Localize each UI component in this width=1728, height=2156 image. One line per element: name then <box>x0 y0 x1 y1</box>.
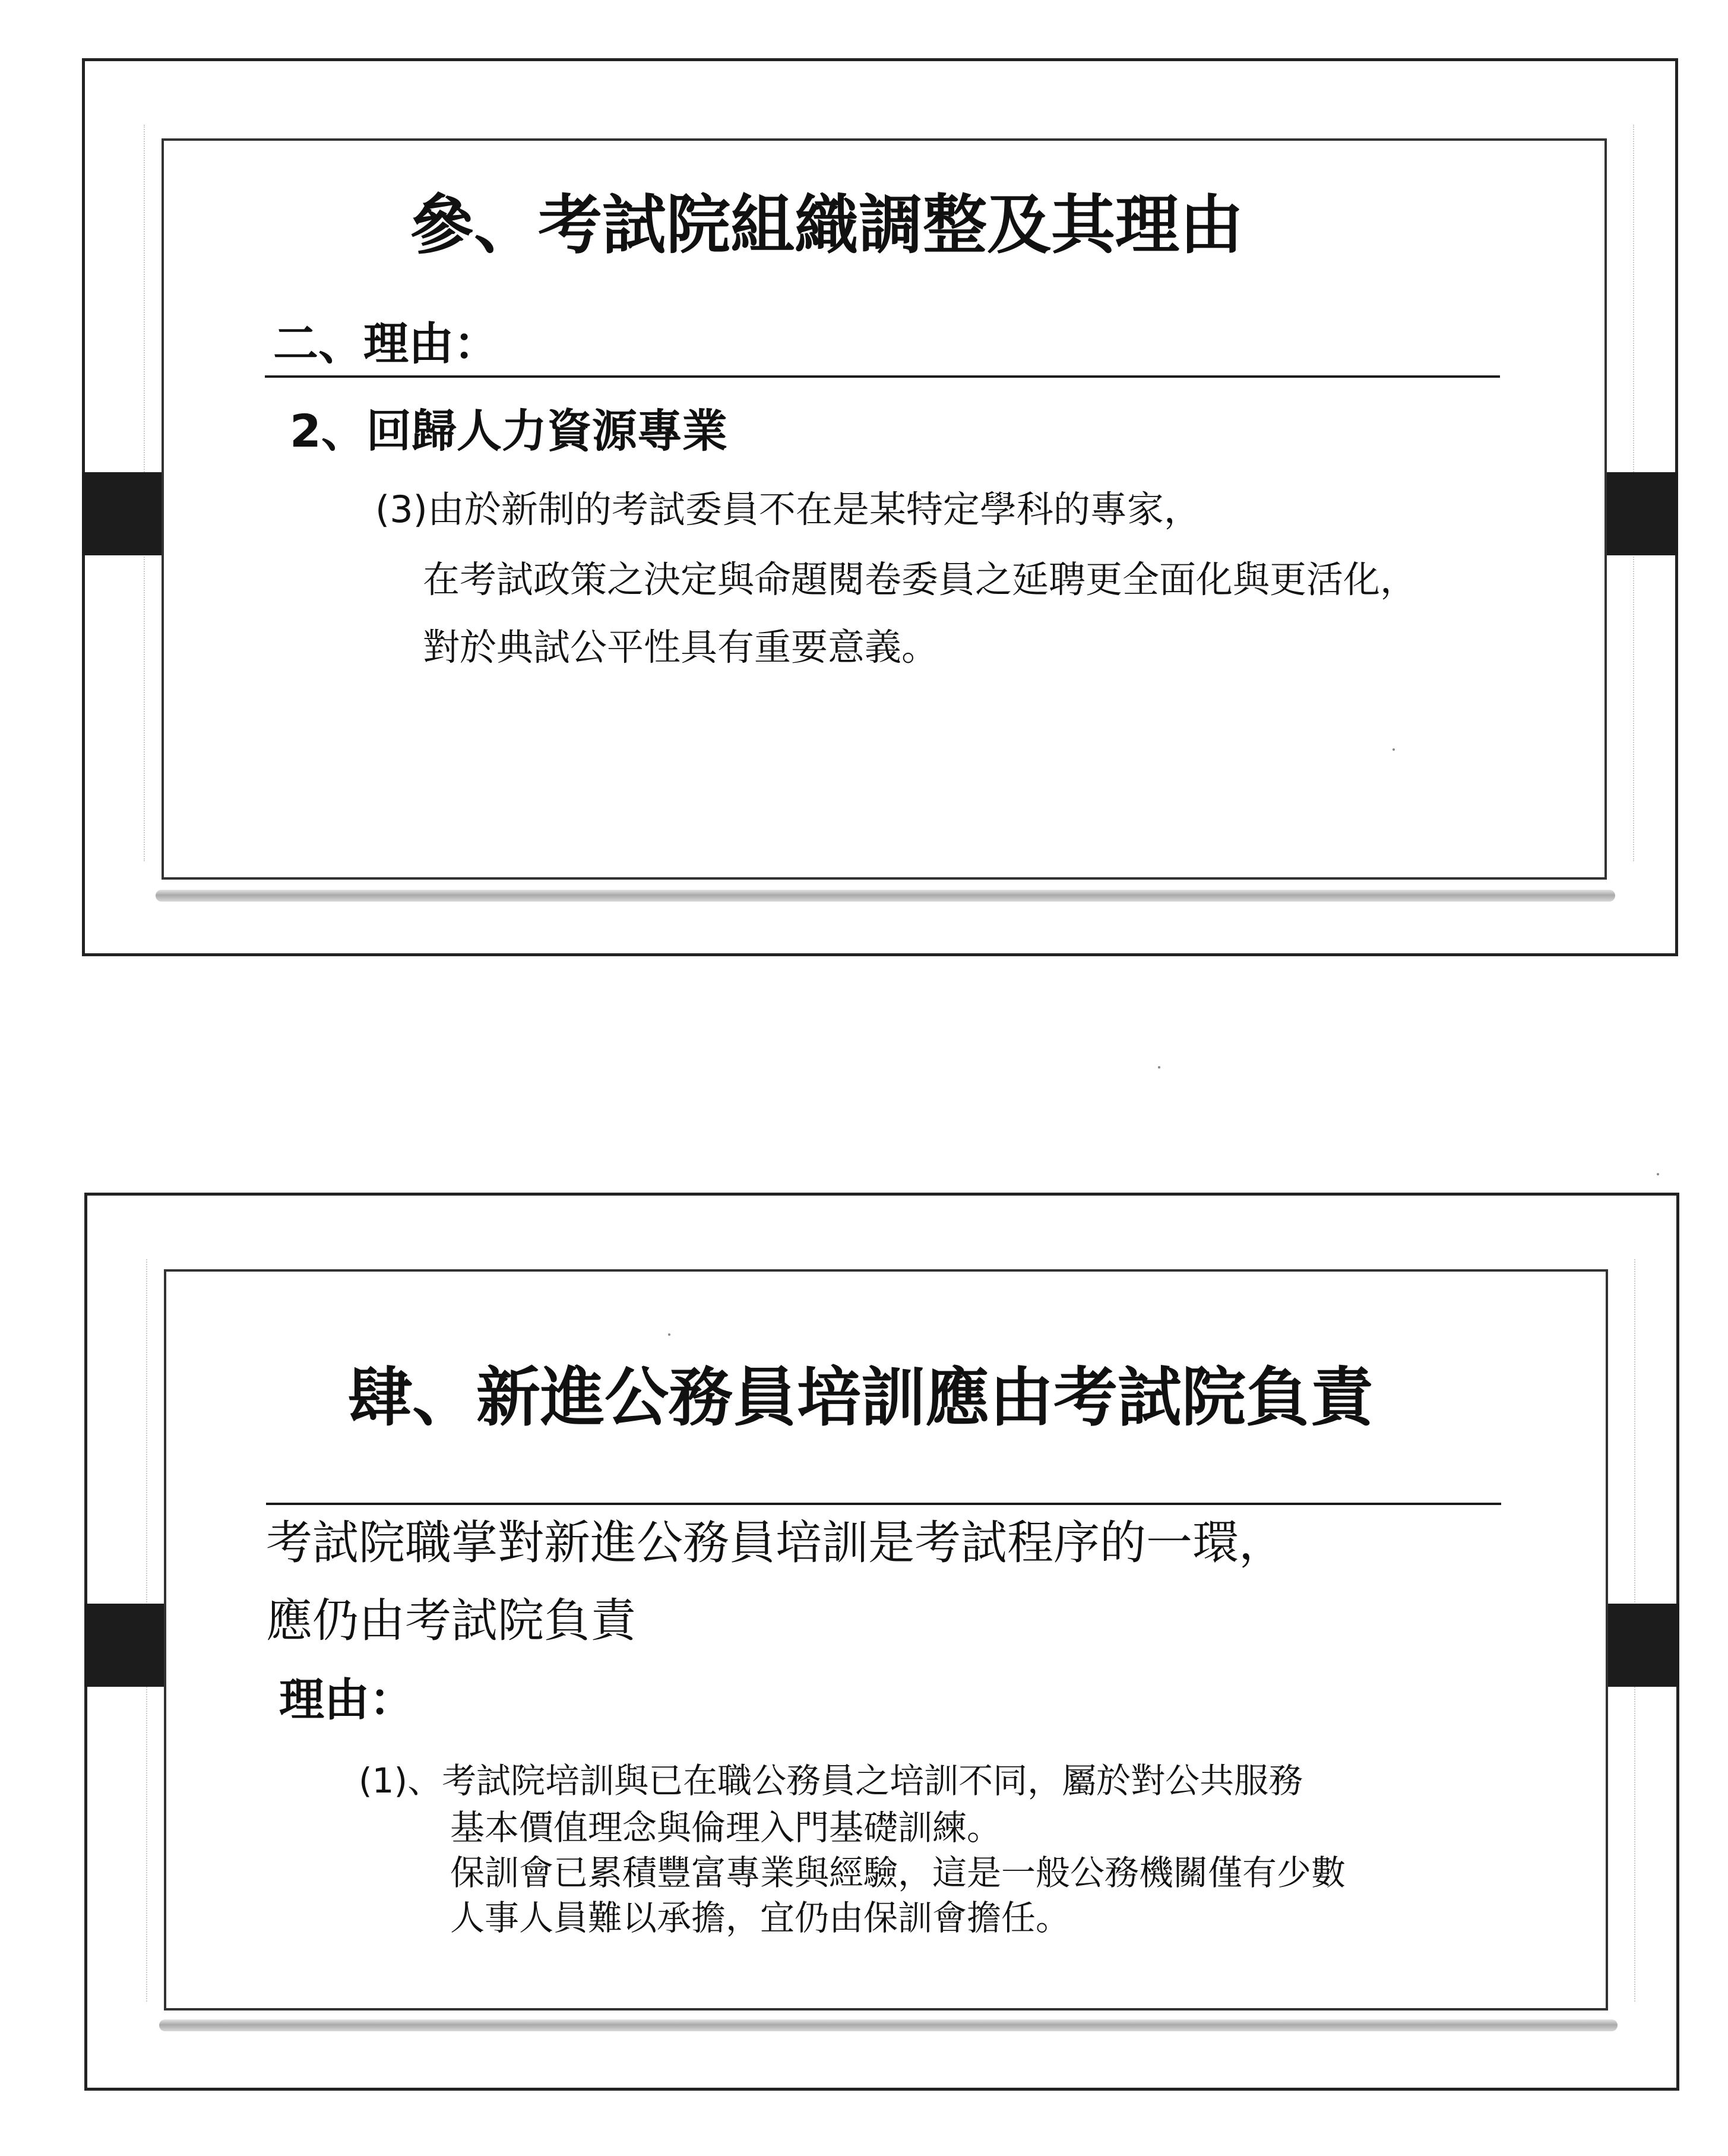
scan-speck <box>668 1333 670 1336</box>
slide-2-item-line-1: (1)、考試院培訓與已在職公務員之培訓不同，屬於對公共服務 <box>359 1760 1303 1801</box>
scan-speck <box>1392 748 1395 751</box>
slide-1-subheading: 2、回歸人力資源專業 <box>290 404 727 457</box>
slide-2-bottom-shadow-bar <box>159 2019 1618 2031</box>
slide-1-title: 參、考試院組織調整及其理由 <box>410 188 1244 263</box>
slide-2-item-line-4: 人事人員難以承擔，宜仍由保訓會擔任。 <box>450 1898 1071 1938</box>
slide-1-bottom-shadow-bar <box>156 890 1615 902</box>
slide-2-statement-line-1: 考試院職掌對新進公務員培訓是考試程序的一環， <box>266 1516 1286 1570</box>
scan-speck <box>1158 1066 1160 1068</box>
slide-1-heading-rule <box>265 375 1500 378</box>
slide-2-item-line-3: 保訓會已累積豐富專業與經驗，這是一般公務機關僅有少數 <box>450 1852 1346 1893</box>
slide-2-title: 肆、新進公務員培訓應由考試院負責 <box>348 1361 1375 1435</box>
slide-1-body-line-3: 對於典試公平性具有重要意義。 <box>423 625 939 669</box>
slide-1-body-line-1: (3)由於新制的考試委員不在是某特定學科的專家， <box>375 488 1201 531</box>
slide-1-section-heading: 二、理由： <box>273 317 499 370</box>
slide-2-item-line-2: 基本價值理念與倫理入門基礎訓練。 <box>450 1807 1002 1848</box>
scan-speck <box>1657 1173 1659 1175</box>
slide-2-title-rule <box>266 1503 1501 1505</box>
slide-2-statement-line-2: 應仍由考試院負責 <box>266 1594 637 1648</box>
slide-2-reason-heading: 理由： <box>279 1673 414 1726</box>
slide-1-body-line-2: 在考試政策之決定與命題閱卷委員之延聘更全面化與更活化， <box>423 558 1417 601</box>
